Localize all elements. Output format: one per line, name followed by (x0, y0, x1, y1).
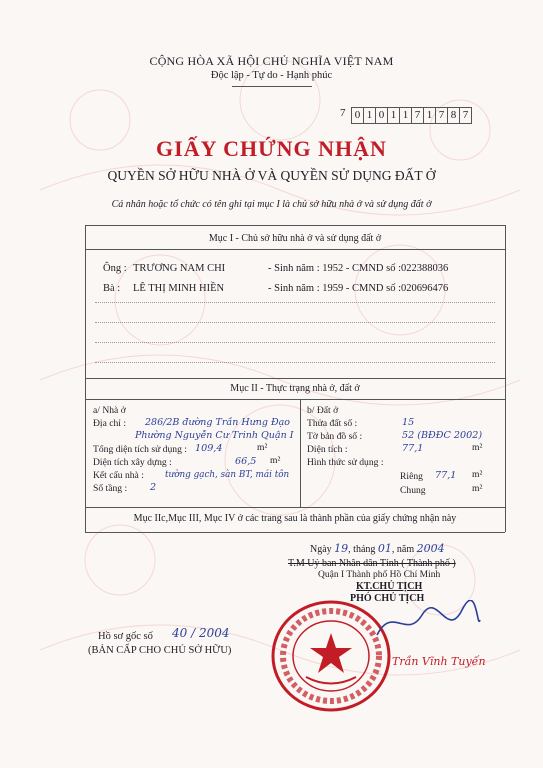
id-label: - CMND số : (345, 283, 402, 294)
section1-bottom (85, 378, 505, 379)
republic-title: CỘNG HÒA XÃ HỘI CHỦ NGHĨA VIỆT NAM (149, 54, 394, 68)
private-label: Riêng (400, 471, 423, 482)
serial-digit: 1 (363, 107, 376, 124)
serial-digit: 1 (423, 107, 436, 124)
serial-digit: 0 (375, 107, 388, 124)
serial-digit: 7 (435, 107, 448, 124)
serial-number (352, 107, 472, 124)
frame-right (505, 225, 506, 532)
parcel: 15 (402, 417, 415, 428)
signing-date (310, 542, 445, 555)
dotted-line (95, 342, 495, 343)
house-heading: a/ Nhà ở (93, 405, 126, 416)
section2-column-divider (300, 399, 301, 507)
date-year: 2004 (416, 542, 445, 555)
id-number: 022388036 (401, 263, 449, 274)
birth-year: 1952 (322, 263, 344, 274)
structure-label: Kết cấu nhà : (93, 470, 144, 481)
document-subtitle: QUYỀN SỞ HỮU NHÀ Ở VÀ QUYỀN SỬ DỤNG ĐẤT Ở (107, 168, 436, 183)
section2-bottom (85, 507, 505, 508)
id-label: - CMND số : (345, 263, 402, 274)
section1-divider (85, 249, 505, 250)
area-unit: m² (270, 455, 281, 466)
serial-digit: 1 (387, 107, 400, 124)
serial-digit: 7 (411, 107, 424, 124)
continuation-note: Mục IIc,Mục III, Mục IV ở các trang sau là thành phần của giấy chứng nhận này (133, 513, 457, 524)
build-area: 66,5 (235, 456, 257, 467)
frame-bottom (85, 532, 505, 533)
signer-name: Trần Vĩnh Tuyến (392, 655, 486, 668)
owner-title: Bà : (103, 283, 121, 294)
date-day: 19 (334, 542, 349, 555)
date-month: 01 (377, 542, 392, 555)
signature-scribble (372, 600, 482, 645)
role-line1: KT.CHỦ TỊCH (356, 581, 423, 592)
area-unit: m² (472, 442, 483, 453)
authority-label: T.M Uỷ ban Nhân dân Tỉnh ( Thành phố ) (288, 558, 456, 569)
birth-label: - Sinh năm : (268, 263, 320, 274)
copy-note: (BẢN CẤP CHO CHỦ SỞ HỮU) (88, 645, 232, 656)
map-label: Tờ bản đồ số : (307, 431, 363, 442)
owner-title: Ông : (103, 263, 127, 274)
document-title: GIẤY CHỨNG NHẬN (156, 136, 387, 161)
land-area: 77,1 (402, 443, 424, 454)
motto: Độc lập - Tự do - Hạnh phúc (210, 70, 333, 81)
dotted-line (95, 302, 495, 303)
structure: tường gạch, sàn BT, mái tôn (165, 470, 290, 480)
year-label: , năm (391, 544, 415, 555)
frame-top (85, 225, 505, 226)
serial-digit: 1 (399, 107, 412, 124)
id-number: 020696476 (401, 283, 449, 294)
serial-prefix: 7 (340, 107, 346, 119)
motto-underline (232, 86, 312, 87)
floors: 2 (150, 482, 157, 493)
address-line1: 286/2B đường Trần Hưng Đạo (145, 417, 291, 428)
birth-year: 1959 (322, 283, 344, 294)
owner-row-2 (103, 283, 448, 294)
month-label: , tháng (348, 544, 376, 555)
address-line2: Phường Nguyễn Cư Trinh Quận I (135, 430, 294, 441)
section2-heading: Mục II - Thực trạng nhà ở, đất ở (230, 383, 360, 394)
area-unit: m² (257, 442, 268, 453)
private-area: 77,1 (435, 470, 457, 481)
land-heading: b/ Đất ở (307, 405, 339, 416)
section2-divider (85, 399, 505, 400)
owner-row-1 (103, 263, 448, 274)
serial-digit: 7 (459, 107, 472, 124)
total-area-label: Tổng diện tích sử dụng : (93, 444, 187, 455)
dotted-line (95, 322, 495, 323)
build-area-label: Diện tích xây dựng : (93, 457, 172, 468)
area-unit: m² (472, 469, 483, 480)
intro-text: Cá nhân hoặc tổ chức có tên ghi tại mục I là chủ sở hữu nhà ở và sử dụng đất ở (111, 199, 432, 210)
dotted-line (95, 362, 495, 363)
owner-name: TRƯƠNG NAM CHI (133, 263, 226, 274)
role-line2: PHÓ CHỦ TỊCH (350, 593, 425, 604)
usage-label: Hình thức sử dụng : (307, 457, 384, 468)
record-number: 40 / 2004 (172, 626, 230, 640)
serial-digit: 0 (351, 107, 364, 124)
shared-label: Chung (400, 485, 426, 496)
address-label: Địa chỉ : (93, 418, 127, 429)
map: 52 (BĐĐC 2002) (402, 430, 483, 441)
owner-name: LÊ THỊ MINH HIỀN (133, 283, 225, 294)
authority-fill: Quận I Thành phố Hồ Chí Minh (318, 570, 441, 580)
total-area: 109,4 (195, 443, 223, 454)
area-unit: m² (472, 483, 483, 494)
date-prefix: Ngày (310, 544, 332, 555)
section1-heading: Mục I - Chủ sở hữu nhà ở và sử dụng đất ở (208, 233, 382, 244)
land-area-label: Diện tích : (307, 444, 348, 455)
birth-label: - Sinh năm : (268, 283, 320, 294)
parcel-label: Thửa đất số : (307, 418, 358, 429)
floors-label: Số tầng : (93, 483, 128, 494)
serial-digit: 8 (447, 107, 460, 124)
record-label: Hồ sơ gốc số (98, 631, 153, 642)
